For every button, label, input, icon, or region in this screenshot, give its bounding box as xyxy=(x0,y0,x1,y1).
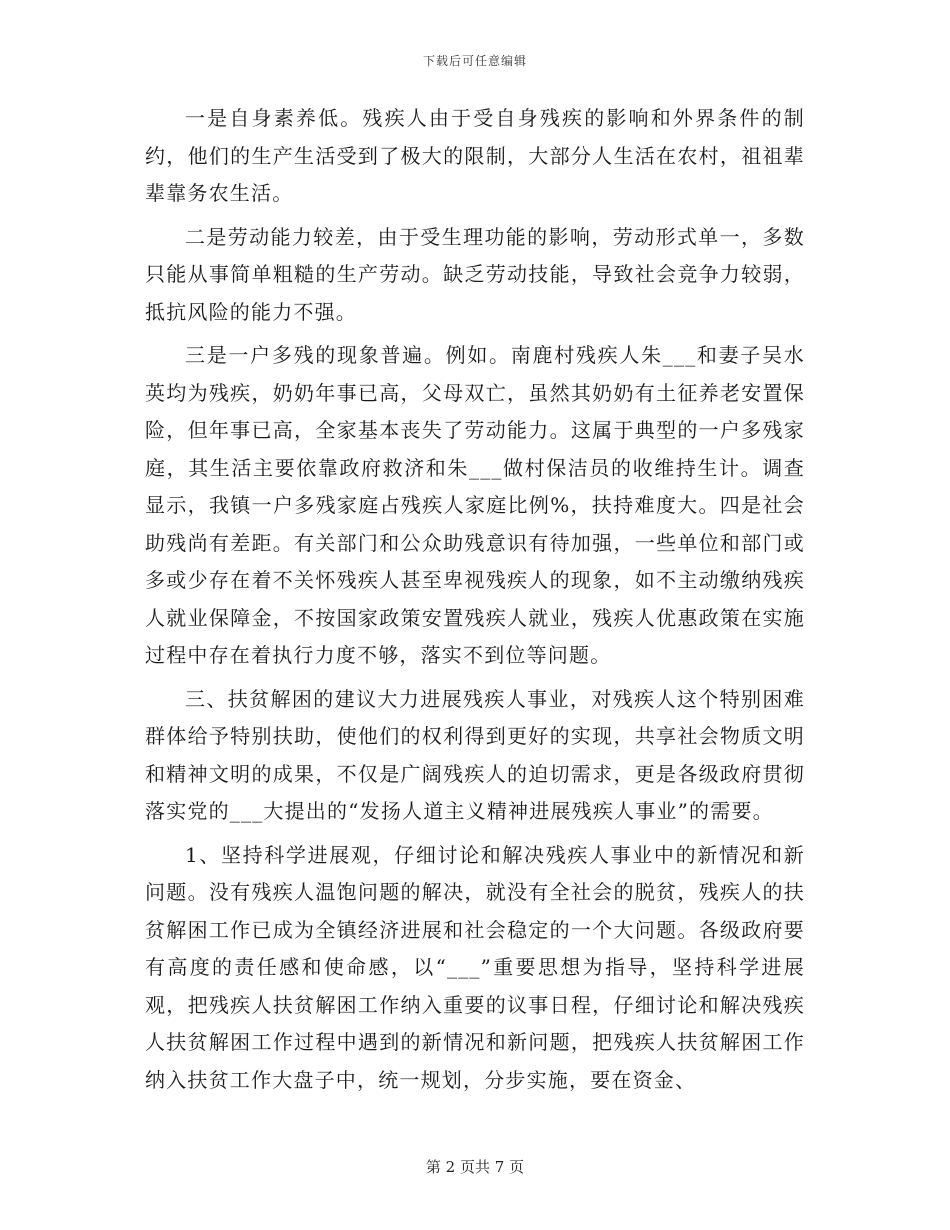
document-body xyxy=(145,100,805,1105)
page-number: 第 2 页共 7 页 xyxy=(425,1158,525,1176)
paragraph-3: 三是一户多残的现象普遍。例如。南鹿村残疾人朱___和妻子吴水英均为残疾，奶奶年事已高，父母双亡，虽然其奶奶有土征养老安置保险，但年事已高，全家基本丧失了劳动能力。这属于典型的一户多残家庭，其生活主要依靠政府救济和朱___做村保洁员的收维持生计。调查显示，我镇一户多残家庭占残疾人家庭比例%，扶持难度大。四是社会助残尚有差距。有关部门和公众助残意识有待加强，一些单位和部门或多或少存在着不关怀残疾人甚至卑视残疾人的现象，如不主动缴纳残疾人就业保障金，不按国家政策安置残疾人就业，残疾人优惠政策在实施过程中存在着执行力度不够，落实不到位等问题。 xyxy=(145,343,805,667)
paragraph-5: 1、坚持科学进展观，仔细讨论和解决残疾人事业中的新情况和新问题。没有残疾人温饱问题的解决，就没有全社会的脱贫，残疾人的扶贫解困工作已成为全镇经济进展和社会稳定的一个大问题。各级政府要有高度的责任感和使命感，以“___”重要思想为指导，坚持科学进展观，把残疾人扶贫解困工作纳入重要的议事日程，仔细讨论和解决残疾人扶贫解困工作过程中遇到的新情况和新问题，把残疾人扶贫解困工作纳入扶贫工作大盘子中，统一规划，分步实施，要在资金、 xyxy=(145,842,805,1092)
paragraph-2: 二是劳动能力较差，由于受生理功能的影响，劳动形式单一，多数只能从事简单粗糙的生产劳动。缺乏劳动技能，导致社会竞争力较弱，抵抗风险的能力不强。 xyxy=(145,224,805,324)
page-header-note: 下载后可任意编辑 xyxy=(422,54,527,68)
paragraph-4: 三、扶贫解困的建议大力进展残疾人事业，对残疾人这个特别困难群体给予特别扶助，使他们的权利得到更好的实现，共享社会物质文明和精神文明的成果，不仅是广阔残疾人的迫切需求，更是各级政府贯彻落实党的___大提出的“发扬人道主义精神进展残疾人事业”的需要。 xyxy=(145,686,805,823)
paragraph-1: 一是自身素养低。残疾人由于受自身残疾的影响和外界条件的制约，他们的生产生活受到了极大的限制，大部分人生活在农村，祖祖辈辈靠务农生活。 xyxy=(145,106,805,205)
